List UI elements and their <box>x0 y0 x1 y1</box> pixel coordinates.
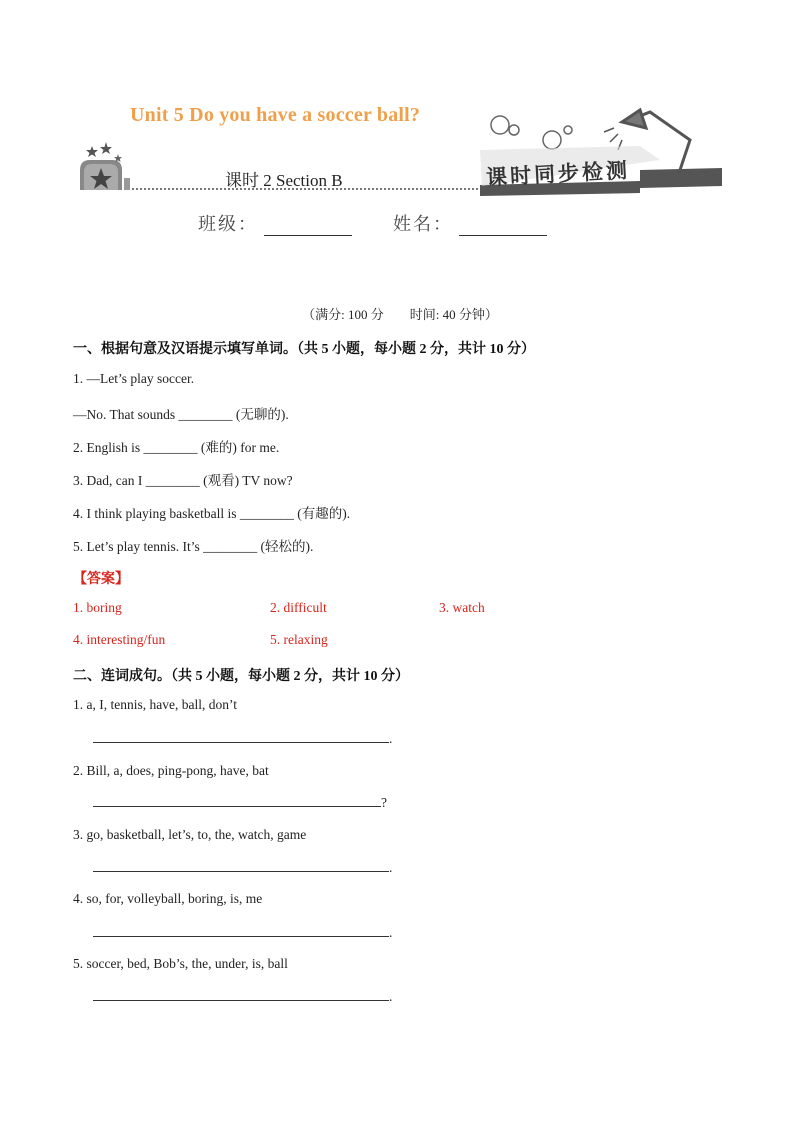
section1-question: 4. I think playing basketball is ________ (有趣的). <box>73 506 351 521</box>
class-field <box>198 210 352 236</box>
line-end-punctuation: . <box>389 989 393 1004</box>
section1-question: 2. English is ________ (难的) for me. <box>73 440 280 455</box>
section1-question: 5. Let’s play tennis. It’s ________ (轻松的). <box>73 539 314 554</box>
answer-line[interactable] <box>93 924 392 941</box>
section1-question: 3. Dad, can I ________ (观看) TV now? <box>73 473 293 488</box>
line-end-punctuation: . <box>389 731 393 746</box>
section1-question: 1. —Let’s play soccer. <box>73 371 195 386</box>
answer-line[interactable] <box>93 988 392 1005</box>
section2-question: 3. go, basketball, let’s, to, the, watch, game <box>73 827 307 842</box>
answer-item: 5. relaxing <box>270 632 328 647</box>
bubbles-icon <box>491 116 572 149</box>
section2-heading: 二、连词成句。（共 5 小题，每小题 2 分，共计 10 分） <box>73 669 409 684</box>
section1-heading: 一、根据句意及汉语提示填写单词。（共 5 小题，每小题 2 分，共计 10 分） <box>73 342 535 357</box>
section2-question: 5. soccer, bed, Bob’s, the, under, is, ball <box>73 956 288 971</box>
section-subtitle: 课时 2 Section B <box>225 171 343 190</box>
star-badge-icon <box>80 142 130 190</box>
answer-item: 3. watch <box>439 600 485 615</box>
line-end-punctuation: . <box>389 925 393 940</box>
answer-line[interactable] <box>93 859 392 876</box>
answer-item: 4. interesting/fun <box>73 632 166 647</box>
answer-item: 2. difficult <box>270 600 327 615</box>
section2-question: 1. a, I, tennis, have, ball, don’t <box>73 697 237 712</box>
section2-question: 2. Bill, a, does, ping-pong, have, bat <box>73 763 269 778</box>
answer-item: 1. boring <box>73 600 122 615</box>
name-field <box>393 210 547 236</box>
class-label: 班级： <box>198 214 258 235</box>
line-end-punctuation: ? <box>381 795 387 810</box>
answer-line[interactable] <box>93 794 387 811</box>
exam-info: （满分: 100 分 时间: 40 分钟） <box>302 307 498 322</box>
banner-label: 课时同步检测 <box>485 158 631 190</box>
name-blank[interactable] <box>459 217 547 236</box>
section2-question: 4. so, for, volleyball, boring, is, me <box>73 891 263 906</box>
section1-question: —No. That sounds ________ (无聊的). <box>73 407 289 422</box>
name-label: 姓名： <box>393 214 453 235</box>
answer-heading: 【答案】 <box>73 572 129 587</box>
line-end-punctuation: . <box>389 860 393 875</box>
class-blank[interactable] <box>264 217 352 236</box>
page-title: Unit 5 Do you have a soccer ball? <box>130 104 421 126</box>
answer-line[interactable] <box>93 730 392 747</box>
